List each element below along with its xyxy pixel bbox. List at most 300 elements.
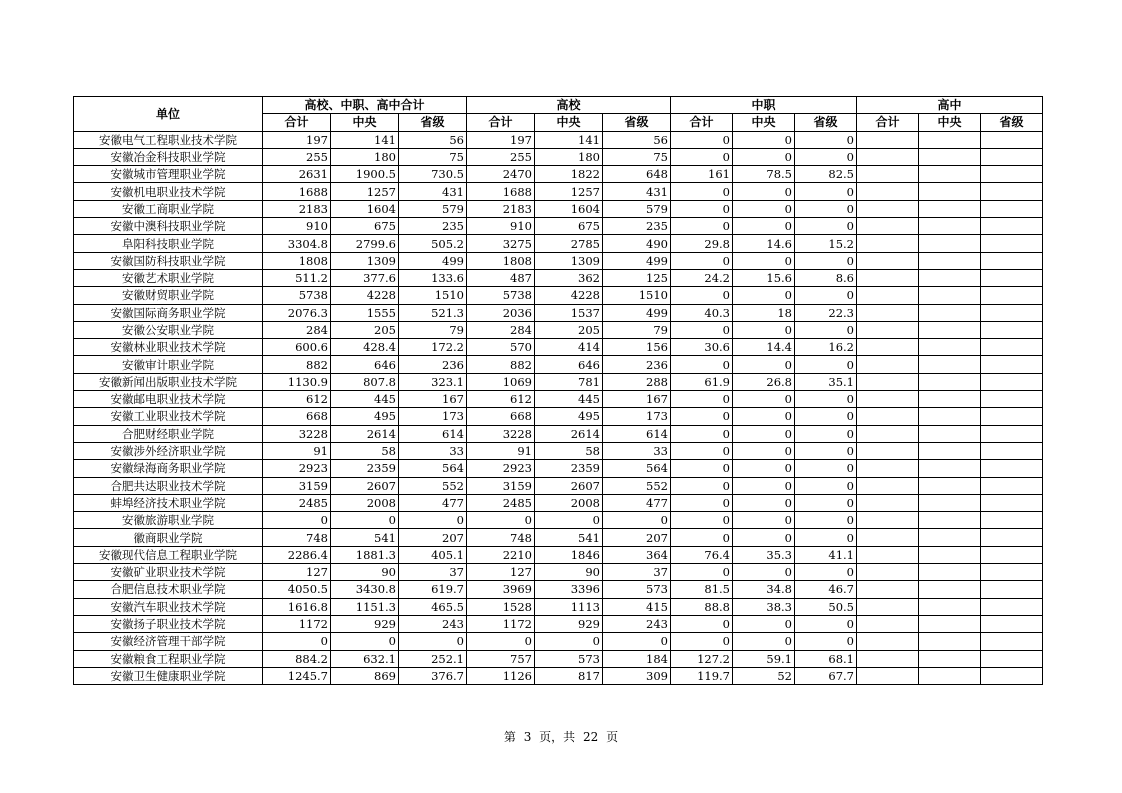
value-cell: 2923 xyxy=(467,460,535,477)
value-cell xyxy=(857,148,919,165)
value-cell: 78.5 xyxy=(733,166,795,183)
value-cell xyxy=(919,408,981,425)
table-row xyxy=(74,339,1043,356)
value-cell: 1688 xyxy=(263,183,331,200)
unit-name-cell: 合肥共达职业技术学院 xyxy=(74,477,263,494)
value-cell: 180 xyxy=(331,148,399,165)
value-cell: 646 xyxy=(331,356,399,373)
value-cell: 207 xyxy=(399,529,467,546)
table-row xyxy=(74,512,1043,529)
value-cell: 1555 xyxy=(331,304,399,321)
value-cell xyxy=(919,581,981,598)
value-cell xyxy=(857,235,919,252)
value-cell xyxy=(919,633,981,650)
value-cell: 141 xyxy=(535,131,603,148)
value-cell xyxy=(857,581,919,598)
value-cell: 2614 xyxy=(331,425,399,442)
value-cell xyxy=(981,356,1043,373)
value-cell: 33 xyxy=(603,442,671,459)
value-cell xyxy=(919,339,981,356)
value-cell: 8.6 xyxy=(795,269,857,286)
value-cell: 309 xyxy=(603,667,671,684)
value-cell xyxy=(981,304,1043,321)
value-cell xyxy=(919,650,981,667)
unit-name-cell: 安徽机电职业技术学院 xyxy=(74,183,263,200)
value-cell: 38.3 xyxy=(733,598,795,615)
value-cell: 76.4 xyxy=(671,546,733,563)
page-footer xyxy=(0,728,1122,745)
value-cell: 0 xyxy=(733,512,795,529)
unit-name-cell: 安徽经济管理干部学院 xyxy=(74,633,263,650)
unit-name-cell: 安徽邮电职业技术学院 xyxy=(74,391,263,408)
value-cell: 284 xyxy=(263,321,331,338)
table-row xyxy=(74,615,1043,632)
unit-name-cell: 安徽审计职业学院 xyxy=(74,356,263,373)
value-cell: 91 xyxy=(467,442,535,459)
value-cell xyxy=(919,166,981,183)
value-cell: 0 xyxy=(795,425,857,442)
value-cell: 205 xyxy=(535,321,603,338)
value-cell: 3159 xyxy=(467,477,535,494)
value-cell xyxy=(919,391,981,408)
value-cell: 127 xyxy=(263,564,331,581)
value-cell: 0 xyxy=(399,633,467,650)
subheader: 省级 xyxy=(981,114,1043,131)
value-cell: 68.1 xyxy=(795,650,857,667)
value-cell: 2183 xyxy=(467,200,535,217)
value-cell: 90 xyxy=(331,564,399,581)
value-cell: 161 xyxy=(671,166,733,183)
value-cell: 817 xyxy=(535,667,603,684)
value-cell: 362 xyxy=(535,269,603,286)
value-cell: 612 xyxy=(263,391,331,408)
value-cell: 0 xyxy=(733,148,795,165)
value-cell xyxy=(857,200,919,217)
value-cell: 82.5 xyxy=(795,166,857,183)
value-cell xyxy=(981,581,1043,598)
value-cell: 4050.5 xyxy=(263,581,331,598)
value-cell xyxy=(919,442,981,459)
unit-name-cell: 安徽中澳科技职业学院 xyxy=(74,218,263,235)
table-row xyxy=(74,546,1043,563)
value-cell: 0 xyxy=(671,529,733,546)
value-cell xyxy=(981,183,1043,200)
value-cell: 807.8 xyxy=(331,373,399,390)
value-cell xyxy=(981,252,1043,269)
value-cell: 1257 xyxy=(331,183,399,200)
value-cell: 499 xyxy=(603,252,671,269)
value-cell: 167 xyxy=(399,391,467,408)
value-cell: 50.5 xyxy=(795,598,857,615)
footer-total-pages: 22 xyxy=(583,730,599,744)
unit-name-cell: 安徽新闻出版职业技术学院 xyxy=(74,373,263,390)
value-cell: 1604 xyxy=(331,200,399,217)
value-cell: 499 xyxy=(603,304,671,321)
value-cell xyxy=(919,477,981,494)
value-cell: 487 xyxy=(467,269,535,286)
value-cell: 377.6 xyxy=(331,269,399,286)
value-cell: 675 xyxy=(331,218,399,235)
value-cell: 4228 xyxy=(535,287,603,304)
value-cell: 428.4 xyxy=(331,339,399,356)
value-cell: 67.7 xyxy=(795,667,857,684)
value-cell: 0 xyxy=(671,494,733,511)
value-cell: 0 xyxy=(733,356,795,373)
value-cell: 1688 xyxy=(467,183,535,200)
value-cell: 521.3 xyxy=(399,304,467,321)
value-cell: 2485 xyxy=(467,494,535,511)
value-cell xyxy=(919,252,981,269)
value-cell xyxy=(919,235,981,252)
value-cell: 61.9 xyxy=(671,373,733,390)
value-cell: 541 xyxy=(331,529,399,546)
value-cell: 414 xyxy=(535,339,603,356)
table-row xyxy=(74,425,1043,442)
value-cell: 0 xyxy=(733,218,795,235)
value-cell: 141 xyxy=(331,131,399,148)
value-cell xyxy=(919,425,981,442)
value-cell: 58 xyxy=(331,442,399,459)
value-cell: 0 xyxy=(795,131,857,148)
table-row xyxy=(74,304,1043,321)
value-cell: 81.5 xyxy=(671,581,733,598)
value-cell: 495 xyxy=(331,408,399,425)
value-cell xyxy=(981,667,1043,684)
subheader: 合计 xyxy=(857,114,919,131)
value-cell: 197 xyxy=(263,131,331,148)
table-row xyxy=(74,442,1043,459)
value-cell xyxy=(857,667,919,684)
value-cell: 884.2 xyxy=(263,650,331,667)
value-cell xyxy=(981,408,1043,425)
value-cell: 127 xyxy=(467,564,535,581)
table-row xyxy=(74,598,1043,615)
table-row xyxy=(74,633,1043,650)
value-cell: 0 xyxy=(671,183,733,200)
subheader: 中央 xyxy=(733,114,795,131)
value-cell: 882 xyxy=(467,356,535,373)
subheader: 省级 xyxy=(603,114,671,131)
value-cell xyxy=(857,477,919,494)
value-cell: 0 xyxy=(795,218,857,235)
value-cell: 2614 xyxy=(535,425,603,442)
value-cell: 33 xyxy=(399,442,467,459)
table-row xyxy=(74,218,1043,235)
value-cell: 0 xyxy=(671,633,733,650)
value-cell: 0 xyxy=(733,442,795,459)
value-cell: 612 xyxy=(467,391,535,408)
value-cell: 1604 xyxy=(535,200,603,217)
table-row xyxy=(74,252,1043,269)
value-cell: 35.3 xyxy=(733,546,795,563)
value-cell xyxy=(857,287,919,304)
table-row xyxy=(74,667,1043,684)
value-cell: 0 xyxy=(795,200,857,217)
value-cell: 511.2 xyxy=(263,269,331,286)
value-cell: 0 xyxy=(795,321,857,338)
value-cell: 0 xyxy=(733,391,795,408)
unit-name-cell: 安徽矿业职业技术学院 xyxy=(74,564,263,581)
value-cell: 0 xyxy=(733,131,795,148)
value-cell: 0 xyxy=(263,633,331,650)
value-cell: 748 xyxy=(467,529,535,546)
value-cell: 40.3 xyxy=(671,304,733,321)
value-cell xyxy=(919,494,981,511)
value-cell xyxy=(857,218,919,235)
value-cell xyxy=(919,200,981,217)
subheader: 合计 xyxy=(263,114,331,131)
value-cell: 1822 xyxy=(535,166,603,183)
value-cell: 0 xyxy=(671,477,733,494)
value-cell: 3228 xyxy=(467,425,535,442)
value-cell: 1900.5 xyxy=(331,166,399,183)
value-cell: 252.1 xyxy=(399,650,467,667)
table-row xyxy=(74,494,1043,511)
value-cell: 0 xyxy=(671,287,733,304)
value-cell: 929 xyxy=(331,615,399,632)
value-cell: 127.2 xyxy=(671,650,733,667)
value-cell: 15.2 xyxy=(795,235,857,252)
value-cell: 0 xyxy=(603,633,671,650)
value-cell: 1808 xyxy=(467,252,535,269)
value-cell: 0 xyxy=(733,408,795,425)
value-cell: 0 xyxy=(733,529,795,546)
value-cell xyxy=(857,442,919,459)
value-cell: 1537 xyxy=(535,304,603,321)
value-cell: 929 xyxy=(535,615,603,632)
value-cell: 37 xyxy=(603,564,671,581)
value-cell: 619.7 xyxy=(399,581,467,598)
value-cell xyxy=(919,546,981,563)
value-cell xyxy=(981,269,1043,286)
value-cell xyxy=(857,321,919,338)
value-cell: 0 xyxy=(603,512,671,529)
unit-name-cell: 安徽国防科技职业学院 xyxy=(74,252,263,269)
table-row xyxy=(74,321,1043,338)
value-cell: 2923 xyxy=(263,460,331,477)
value-cell: 29.8 xyxy=(671,235,733,252)
value-cell xyxy=(981,391,1043,408)
value-cell: 255 xyxy=(263,148,331,165)
value-cell: 477 xyxy=(603,494,671,511)
value-cell xyxy=(981,494,1043,511)
subheader: 省级 xyxy=(399,114,467,131)
value-cell: 2036 xyxy=(467,304,535,321)
value-cell: 0 xyxy=(733,200,795,217)
value-cell: 757 xyxy=(467,650,535,667)
value-cell: 5738 xyxy=(263,287,331,304)
table-row xyxy=(74,148,1043,165)
table-row xyxy=(74,581,1043,598)
value-cell xyxy=(857,391,919,408)
unit-name-cell: 安徽电气工程职业技术学院 xyxy=(74,131,263,148)
value-cell: 0 xyxy=(331,633,399,650)
value-cell: 0 xyxy=(535,512,603,529)
value-cell: 2799.6 xyxy=(331,235,399,252)
value-cell xyxy=(981,235,1043,252)
value-cell xyxy=(981,564,1043,581)
value-cell: 910 xyxy=(467,218,535,235)
value-cell: 119.7 xyxy=(671,667,733,684)
value-cell: 2785 xyxy=(535,235,603,252)
value-cell: 1881.3 xyxy=(331,546,399,563)
value-cell xyxy=(981,373,1043,390)
value-cell xyxy=(857,131,919,148)
value-cell: 614 xyxy=(399,425,467,442)
unit-name-cell: 安徽工业职业技术学院 xyxy=(74,408,263,425)
value-cell: 167 xyxy=(603,391,671,408)
value-cell: 0 xyxy=(733,494,795,511)
table-row xyxy=(74,408,1043,425)
footer-suffix: 页 xyxy=(606,730,619,744)
value-cell: 0 xyxy=(795,615,857,632)
value-cell: 1130.9 xyxy=(263,373,331,390)
value-cell: 0 xyxy=(671,615,733,632)
table-row xyxy=(74,529,1043,546)
value-cell: 675 xyxy=(535,218,603,235)
unit-name-cell: 徽商职业学院 xyxy=(74,529,263,546)
value-cell: 600.6 xyxy=(263,339,331,356)
value-cell: 3228 xyxy=(263,425,331,442)
value-cell: 668 xyxy=(467,408,535,425)
value-cell: 431 xyxy=(399,183,467,200)
value-cell: 207 xyxy=(603,529,671,546)
value-cell: 4228 xyxy=(331,287,399,304)
value-cell: 56 xyxy=(399,131,467,148)
value-cell: 0 xyxy=(795,442,857,459)
unit-name-cell: 安徽国际商务职业学院 xyxy=(74,304,263,321)
footer-middle: 页，共 xyxy=(539,730,576,744)
value-cell: 0 xyxy=(733,425,795,442)
value-cell: 26.8 xyxy=(733,373,795,390)
value-cell: 235 xyxy=(603,218,671,235)
value-cell: 243 xyxy=(603,615,671,632)
value-cell: 75 xyxy=(603,148,671,165)
value-cell: 668 xyxy=(263,408,331,425)
value-cell: 0 xyxy=(795,494,857,511)
unit-name-cell: 安徽财贸职业学院 xyxy=(74,287,263,304)
value-cell xyxy=(919,218,981,235)
value-cell: 2359 xyxy=(331,460,399,477)
value-cell: 0 xyxy=(795,408,857,425)
value-cell: 3430.8 xyxy=(331,581,399,598)
value-cell: 477 xyxy=(399,494,467,511)
value-cell xyxy=(857,425,919,442)
value-cell: 465.5 xyxy=(399,598,467,615)
value-cell: 2008 xyxy=(331,494,399,511)
value-cell: 284 xyxy=(467,321,535,338)
subheader: 省级 xyxy=(795,114,857,131)
value-cell: 0 xyxy=(671,512,733,529)
value-cell xyxy=(857,356,919,373)
value-cell: 405.1 xyxy=(399,546,467,563)
value-cell: 1528 xyxy=(467,598,535,615)
value-cell xyxy=(919,148,981,165)
value-cell: 197 xyxy=(467,131,535,148)
unit-name-cell: 合肥财经职业学院 xyxy=(74,425,263,442)
value-cell xyxy=(857,373,919,390)
value-cell: 59.1 xyxy=(733,650,795,667)
unit-name-cell: 蚌埠经济技术职业学院 xyxy=(74,494,263,511)
value-cell: 90 xyxy=(535,564,603,581)
value-cell: 46.7 xyxy=(795,581,857,598)
value-cell: 236 xyxy=(399,356,467,373)
table-body xyxy=(74,131,1043,685)
value-cell: 3396 xyxy=(535,581,603,598)
unit-name-cell: 安徽扬子职业技术学院 xyxy=(74,615,263,632)
value-cell: 2607 xyxy=(331,477,399,494)
value-cell xyxy=(919,183,981,200)
value-cell: 2631 xyxy=(263,166,331,183)
value-cell: 490 xyxy=(603,235,671,252)
value-cell: 91 xyxy=(263,442,331,459)
value-cell: 2183 xyxy=(263,200,331,217)
value-cell xyxy=(981,477,1043,494)
value-cell: 0 xyxy=(671,564,733,581)
unit-name-cell: 安徽涉外经济职业学院 xyxy=(74,442,263,459)
value-cell xyxy=(919,667,981,684)
value-cell xyxy=(919,460,981,477)
value-cell: 579 xyxy=(603,200,671,217)
value-cell xyxy=(857,650,919,667)
value-cell xyxy=(919,269,981,286)
value-cell: 1172 xyxy=(263,615,331,632)
value-cell xyxy=(857,252,919,269)
table-row xyxy=(74,650,1043,667)
value-cell: 172.2 xyxy=(399,339,467,356)
value-cell: 552 xyxy=(603,477,671,494)
value-cell: 0 xyxy=(795,529,857,546)
value-cell: 1510 xyxy=(603,287,671,304)
value-cell xyxy=(981,598,1043,615)
value-cell: 79 xyxy=(399,321,467,338)
value-cell xyxy=(981,529,1043,546)
value-cell xyxy=(981,166,1043,183)
group-header-highschool: 高中 xyxy=(857,97,1043,114)
unit-name-cell: 安徽旅游职业学院 xyxy=(74,512,263,529)
table-row xyxy=(74,477,1043,494)
value-cell: 3159 xyxy=(263,477,331,494)
value-cell: 34.8 xyxy=(733,581,795,598)
value-cell: 2485 xyxy=(263,494,331,511)
value-cell: 1846 xyxy=(535,546,603,563)
value-cell xyxy=(919,615,981,632)
value-cell: 505.2 xyxy=(399,235,467,252)
table-row xyxy=(74,269,1043,286)
value-cell xyxy=(919,373,981,390)
value-cell: 648 xyxy=(603,166,671,183)
value-cell: 24.2 xyxy=(671,269,733,286)
value-cell: 1151.3 xyxy=(331,598,399,615)
value-cell xyxy=(981,633,1043,650)
value-cell: 16.2 xyxy=(795,339,857,356)
value-cell: 781 xyxy=(535,373,603,390)
value-cell: 499 xyxy=(399,252,467,269)
value-cell xyxy=(857,512,919,529)
value-cell: 910 xyxy=(263,218,331,235)
subheader: 中央 xyxy=(919,114,981,131)
value-cell xyxy=(981,339,1043,356)
value-cell: 869 xyxy=(331,667,399,684)
table-row xyxy=(74,235,1043,252)
value-cell: 0 xyxy=(467,633,535,650)
value-cell: 0 xyxy=(733,633,795,650)
value-cell: 614 xyxy=(603,425,671,442)
unit-header: 单位 xyxy=(74,97,263,132)
value-cell: 415 xyxy=(603,598,671,615)
value-cell xyxy=(981,218,1043,235)
value-cell: 445 xyxy=(331,391,399,408)
